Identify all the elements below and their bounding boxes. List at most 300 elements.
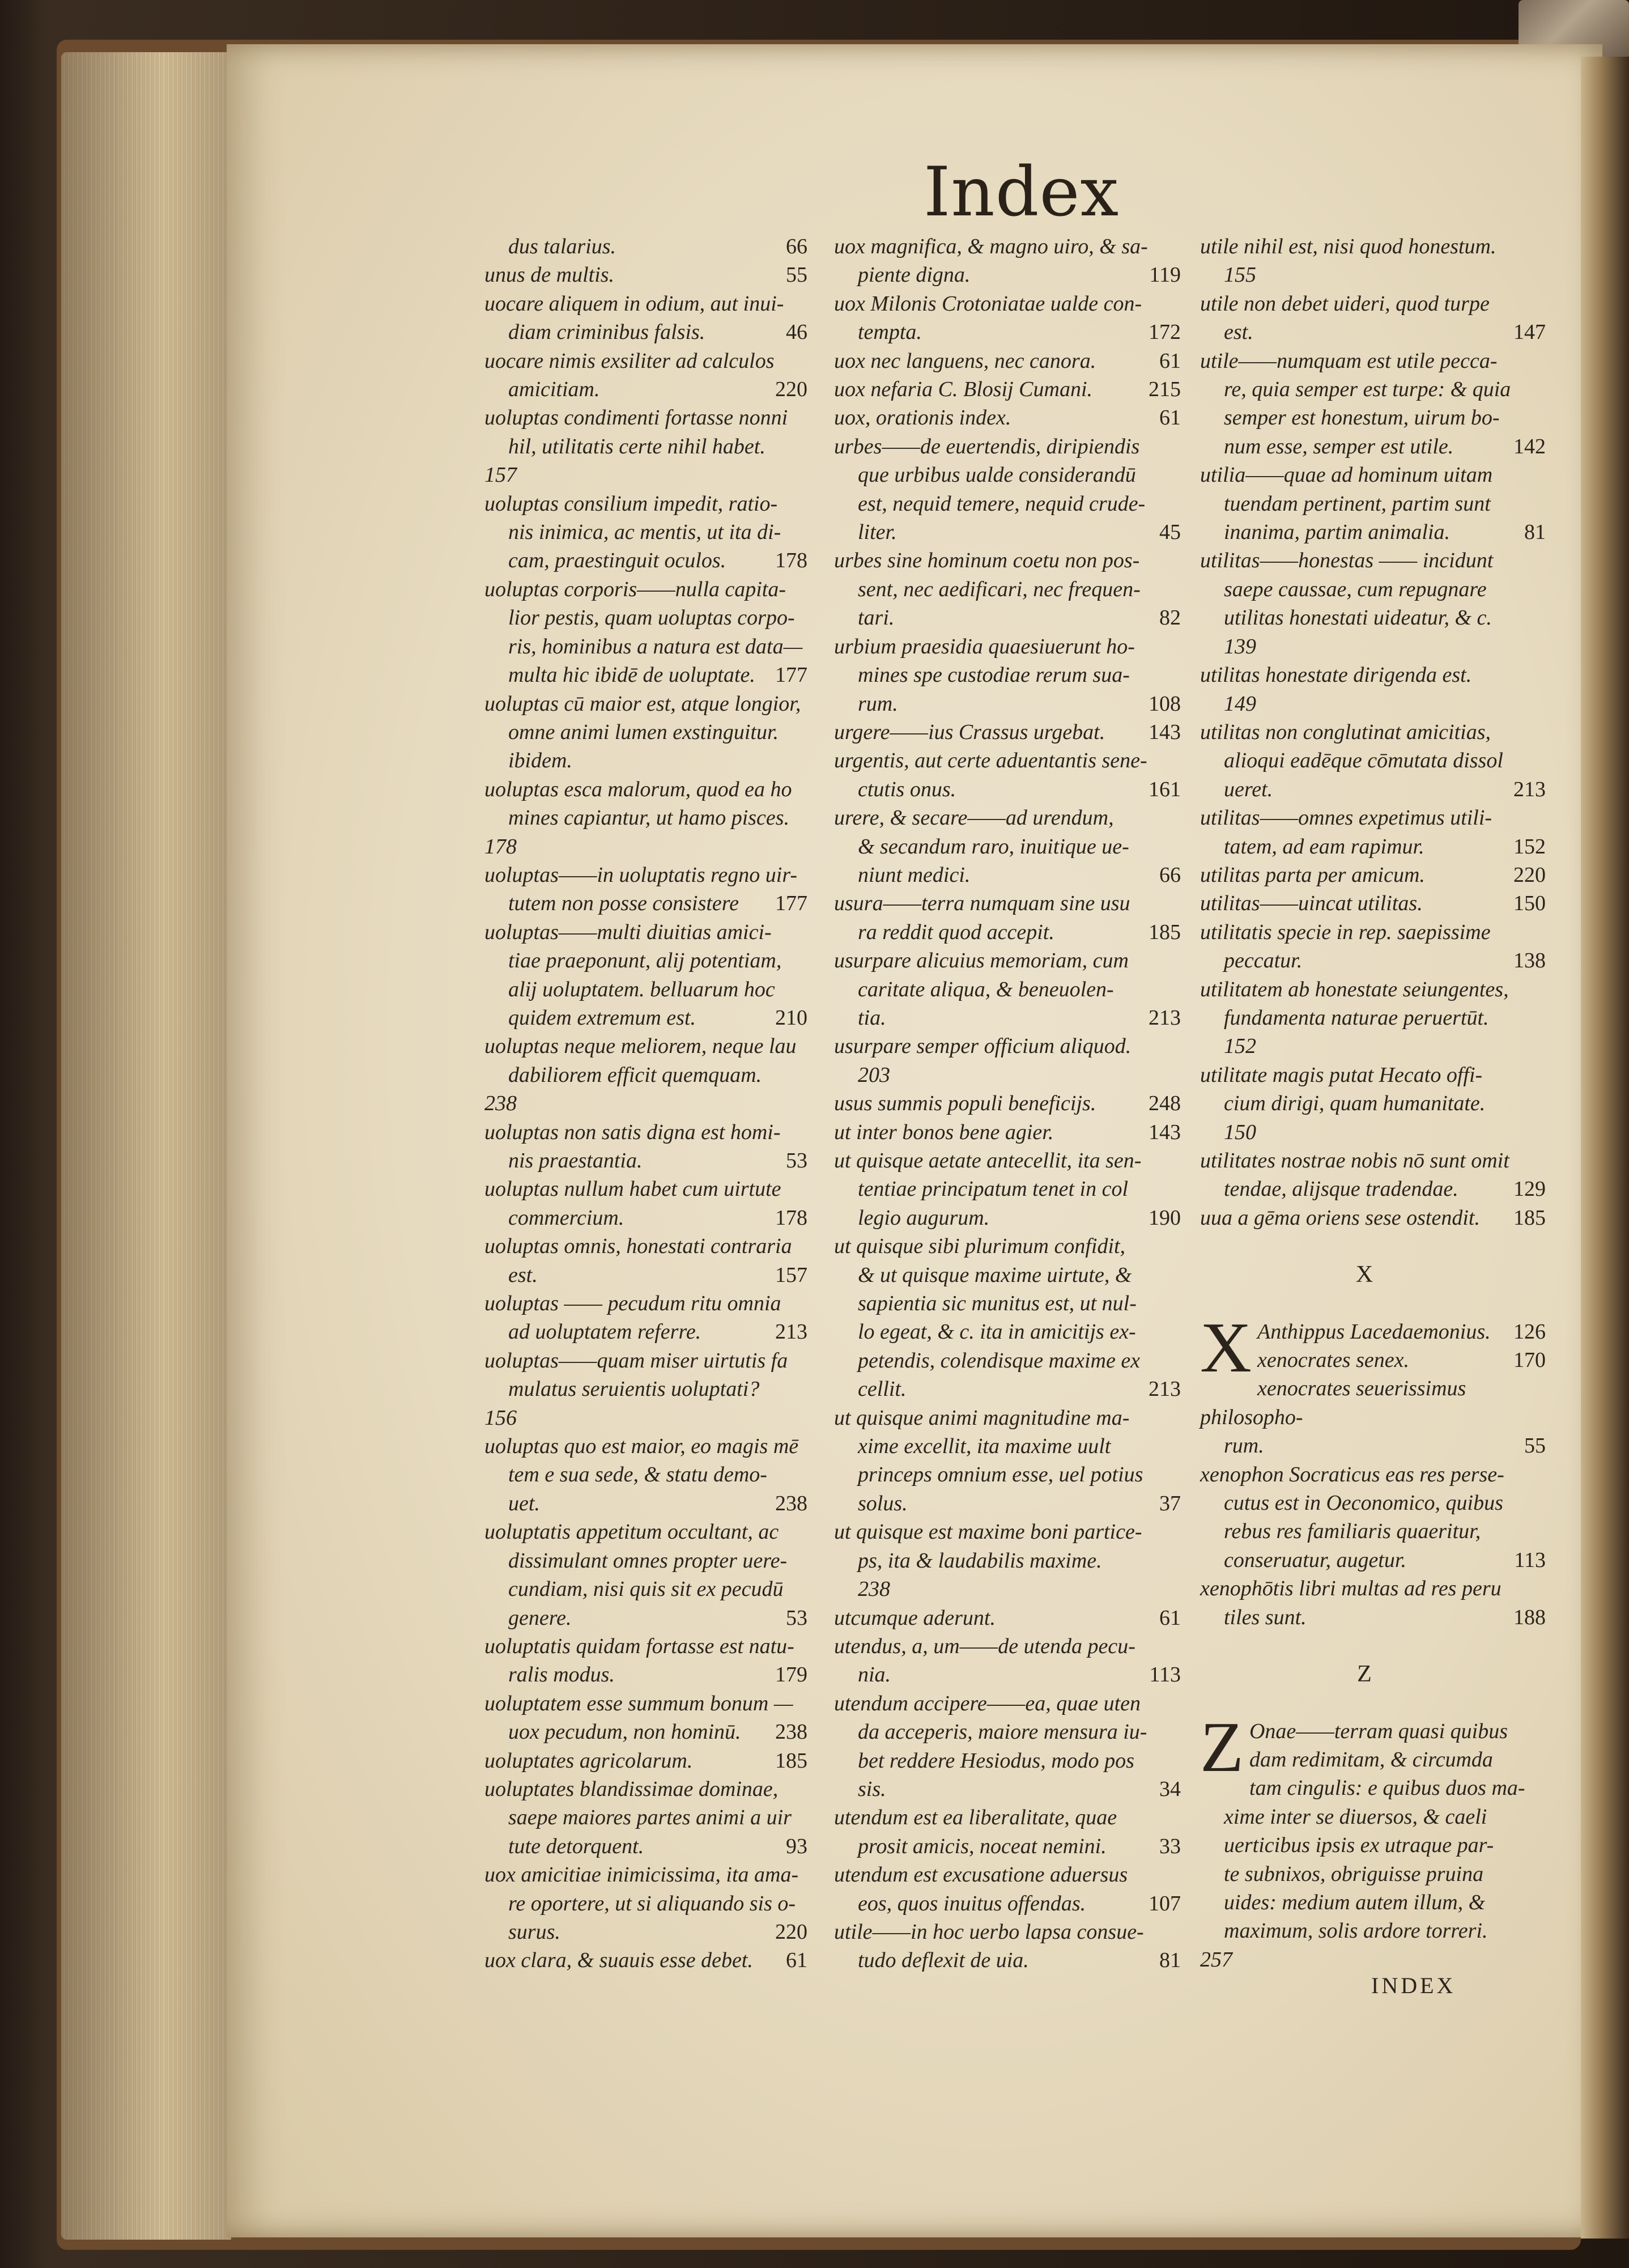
index-entry <box>484 1547 807 1575</box>
page-number: 147 <box>1513 320 1546 345</box>
index-entry <box>834 290 1181 318</box>
entry-text: urbes——de euertendis, diripiendis <box>834 434 1140 458</box>
index-entry <box>484 1689 807 1718</box>
index-entry <box>1200 1574 1546 1603</box>
entry-text: urbium praesidia quaesiuerunt ho- <box>834 634 1135 659</box>
entry-text: cam, praestinguit oculos. <box>508 549 726 573</box>
entry-text: urbes sine hominum coetu non pos- <box>834 549 1140 573</box>
entry-text: uet. <box>508 1491 540 1515</box>
index-entry <box>1200 946 1546 975</box>
entry-text: tutem non posse consistere <box>508 891 739 916</box>
index-entry <box>484 261 807 289</box>
index-entry <box>484 232 807 261</box>
entry-text: uoluptas——in uoluptatis regno uir- <box>484 863 798 887</box>
entry-text: alij uoluptatem. belluarum hoc <box>508 977 775 1001</box>
index-entry <box>1200 1175 1546 1203</box>
entry-text: utilitas——honestas —— incidunt <box>1200 549 1494 573</box>
index-entry <box>1200 1204 1546 1232</box>
index-entry <box>484 1146 807 1175</box>
index-entry <box>484 1232 807 1260</box>
entry-text: uoluptas nullum habet cum uirtute <box>484 1177 781 1201</box>
entry-text: uoluptas——quam miser uirtutis fa <box>484 1348 788 1373</box>
page-number: 37 <box>1159 1491 1181 1515</box>
index-entry <box>484 461 807 489</box>
index-entry <box>484 1575 807 1603</box>
page-number: 119 <box>1149 263 1181 287</box>
page-number: 53 <box>786 1149 807 1173</box>
entry-text: utilitatem ab honestate seiungentes, <box>1200 977 1509 1001</box>
page-number: 45 <box>1159 520 1181 545</box>
entry-text: utendum est excusatione aduersus <box>834 1863 1128 1887</box>
index-entry <box>834 1718 1181 1746</box>
entry-text: mines spe custodiae rerum sua- <box>858 663 1130 687</box>
entry-text: rum. <box>1224 1434 1264 1458</box>
page-number: 188 <box>1513 1605 1546 1629</box>
index-entry <box>484 718 807 746</box>
entry-text: tiles sunt. <box>1224 1605 1307 1629</box>
index-entry <box>834 1204 1181 1232</box>
index-entry <box>834 1146 1181 1175</box>
index-entry <box>834 718 1181 746</box>
entry-text: usurpare semper officium aliquod. <box>834 1034 1132 1059</box>
entry-text: & ut quisque maxime uirtute, & <box>858 1263 1132 1287</box>
page-number: 61 <box>786 1948 807 1973</box>
page-number: 238 <box>775 1491 807 1515</box>
index-entry <box>834 1404 1181 1432</box>
page-number: 129 <box>1513 1177 1546 1201</box>
index-entry <box>484 861 807 889</box>
index-entry <box>1200 1460 1546 1489</box>
entry-text: piente digna. <box>858 263 971 287</box>
entry-text: niunt medici. <box>858 863 971 887</box>
index-entry <box>484 1460 807 1489</box>
index-entry <box>484 1175 807 1203</box>
page-number: 150 <box>1513 891 1546 916</box>
index-entry <box>484 1747 807 1775</box>
page-number: 81 <box>1159 1948 1181 1973</box>
index-entry <box>484 404 807 432</box>
page-number: 55 <box>786 263 807 287</box>
index-entry <box>1200 1917 1546 1945</box>
entry-text: uerticibus ipsis ex utraque par- <box>1224 1833 1494 1858</box>
index-entry <box>1200 1546 1546 1574</box>
index-entry <box>484 690 807 718</box>
index-entry <box>834 632 1181 661</box>
entry-text: tuendam pertinent, partim sunt <box>1224 491 1491 516</box>
entry-text: cundiam, nisi quis sit ex pecudū <box>508 1577 784 1602</box>
index-entry <box>484 1946 807 1974</box>
entry-text: saepe maiores partes animi a uir <box>508 1806 792 1830</box>
entry-text: commercium. <box>508 1205 624 1230</box>
page-number: 178 <box>775 549 807 573</box>
page-number: 61 <box>1159 349 1181 373</box>
letter-heading: Z <box>1357 1661 1372 1688</box>
index-entry <box>834 1004 1181 1032</box>
entry-text: tendae, alijsque tradendae. <box>1224 1177 1458 1201</box>
entry-text: ut inter bonos bene agier. <box>834 1120 1054 1144</box>
entry-text: utile non debet uideri, quod turpe <box>1200 291 1490 316</box>
entry-text: uoluptatem esse summum bonum — <box>484 1691 793 1715</box>
spacer <box>1200 1632 1546 1660</box>
index-entry <box>834 1689 1181 1718</box>
index-entry <box>1200 604 1546 632</box>
page-number: 220 <box>1513 863 1546 887</box>
index-entry <box>1200 318 1546 346</box>
index-entry <box>1200 1004 1546 1032</box>
entry-text: tari. <box>858 606 895 630</box>
entry-text: est. <box>1224 320 1253 345</box>
index-entry <box>834 690 1181 718</box>
index-entry <box>484 347 807 375</box>
entry-text: tem e sua sede, & statu demo- <box>508 1463 767 1487</box>
index-entry <box>1200 290 1546 318</box>
entry-text: uoluptas condimenti fortasse nonni <box>484 406 788 430</box>
page-number: 138 <box>1513 949 1546 973</box>
page-number: 213 <box>1513 777 1546 801</box>
entry-text: ralis modus. <box>508 1663 615 1687</box>
index-entry <box>834 1118 1181 1146</box>
entry-text: utilitates nostrae nobis nō sunt omit <box>1200 1149 1509 1173</box>
page-number: 108 <box>1149 691 1181 716</box>
entry-text: 156 <box>484 1405 517 1430</box>
index-entry <box>1200 1489 1546 1517</box>
index-entry <box>1200 1032 1546 1060</box>
entry-text: mines capiantur, ut hamo pisces. <box>508 806 790 830</box>
entry-text: cutus est in Oeconomico, quibus <box>1224 1491 1503 1515</box>
page-number: 161 <box>1149 777 1181 801</box>
entry-text: ibidem. <box>508 749 572 773</box>
index-entry <box>834 1375 1181 1403</box>
index-entry <box>1200 232 1546 261</box>
entry-text: uox magnifica, & magno uiro, & sa- <box>834 235 1148 258</box>
index-entry <box>484 518 807 546</box>
entry-text: utendus, a, um——de utenda pecu- <box>834 1634 1135 1658</box>
index-entry <box>1200 375 1546 404</box>
entry-text: rum. <box>858 691 898 716</box>
entry-text: re oportere, ut si aliquando sis o- <box>508 1891 796 1916</box>
page-number: 185 <box>1149 920 1181 944</box>
index-entry <box>834 775 1181 804</box>
entry-text: uoluptas esca malorum, quod ea ho <box>484 777 792 801</box>
page-number: 113 <box>1514 1548 1546 1572</box>
entry-text: eos, quos inuitus offendas. <box>858 1891 1086 1916</box>
entry-text: 155 <box>1224 263 1256 287</box>
index-entry <box>484 889 807 918</box>
page-number: 210 <box>775 1005 807 1030</box>
entry-text: uoluptatis appetitum occultant, ac <box>484 1520 779 1544</box>
index-entry <box>834 461 1181 489</box>
spacer <box>1200 1232 1546 1260</box>
entry-text: ut quisque aetate antecellit, ita sen- <box>834 1149 1142 1173</box>
index-entry <box>834 975 1181 1004</box>
entry-text: xime inter se diuersos, & caeli <box>1224 1804 1487 1829</box>
entry-text: caritate aliqua, & beneuolen- <box>858 977 1114 1001</box>
entry-text: ra reddit quod accepit. <box>858 920 1054 944</box>
index-entry <box>484 432 807 461</box>
index-entry <box>1200 261 1546 289</box>
index-column-1 <box>484 232 807 1975</box>
index-entry <box>834 546 1181 575</box>
index-entry <box>1200 889 1546 918</box>
page-number: 66 <box>786 235 807 258</box>
page-number: 107 <box>1149 1891 1181 1916</box>
page-number: 248 <box>1149 1091 1181 1116</box>
page-number: 55 <box>1524 1434 1546 1458</box>
entry-text: peccatur. <box>1224 949 1303 973</box>
index-entry <box>1200 404 1546 432</box>
index-entry <box>484 1632 807 1660</box>
page-number: 185 <box>775 1748 807 1773</box>
index-entry <box>484 1861 807 1889</box>
index-entry <box>1200 1774 1546 1802</box>
index-entry <box>484 1261 807 1289</box>
entry-text: utile nihil est, nisi quod honestum. <box>1200 235 1496 258</box>
page-number: 213 <box>775 1320 807 1344</box>
entry-text: sis. <box>858 1777 886 1801</box>
index-entry <box>834 404 1181 432</box>
page-number: 220 <box>775 1919 807 1944</box>
index-entry <box>484 1489 807 1518</box>
entry-text: tempta. <box>858 320 922 345</box>
page-title: Index <box>924 153 1120 232</box>
entry-text: utilitas parta per amicum. <box>1200 863 1425 887</box>
entry-text: dus talarius. <box>508 235 616 258</box>
index-entry <box>484 946 807 975</box>
entry-text: utcumque aderunt. <box>834 1606 996 1630</box>
entry-text: uoluptas quo est maior, eo magis mē <box>484 1434 799 1459</box>
entry-text: lo egeat, & c. ita in amicitijs ex- <box>858 1320 1136 1344</box>
index-entry <box>834 347 1181 375</box>
entry-text: utilitas——omnes expetimus utili- <box>1200 806 1492 830</box>
entry-text: conseruatur, augetur. <box>1224 1548 1406 1572</box>
index-entry <box>484 1289 807 1318</box>
entry-text: surus. <box>508 1919 560 1944</box>
entry-text: legio augurum. <box>858 1205 990 1230</box>
entry-text: xenophōtis libri multas ad res peru <box>1200 1577 1502 1601</box>
index-entry <box>484 290 807 318</box>
entry-text: que urbibus ualde considerandū <box>858 463 1136 487</box>
entry-text: re, quia semper est turpe: & quia <box>1224 377 1511 402</box>
index-entry <box>834 1432 1181 1460</box>
page-number: 190 <box>1149 1205 1181 1230</box>
index-entry <box>834 946 1181 975</box>
page-number: 113 <box>1149 1663 1181 1687</box>
entry-text: uides: medium autem illum, & <box>1224 1890 1486 1914</box>
entry-text: tiae praeponunt, alij potentiam, <box>508 949 782 973</box>
index-entry <box>834 889 1181 918</box>
entry-text: uox nefaria C. Blosij Cumani. <box>834 377 1092 402</box>
letter-heading: X <box>1355 1262 1373 1288</box>
index-entry <box>484 775 807 804</box>
index-entry <box>1200 632 1546 661</box>
index-entry <box>484 1004 807 1032</box>
entry-text: unus de multis. <box>484 263 615 287</box>
entry-text: tam cingulis: e quibus duos ma- <box>1249 1776 1525 1800</box>
index-entry <box>834 1660 1181 1689</box>
index-entry <box>834 1347 1181 1375</box>
page-number: 34 <box>1159 1777 1181 1801</box>
entry-text: 152 <box>1224 1034 1256 1059</box>
page-number: 152 <box>1513 834 1546 859</box>
index-entry <box>834 1089 1181 1118</box>
index-entry <box>834 1232 1181 1260</box>
page-number: 126 <box>1513 1319 1546 1344</box>
index-entry <box>1200 461 1546 489</box>
entry-text: urgentis, aut certe aduentantis sene- <box>834 749 1147 773</box>
entry-text: multa hic ibidē de uoluptate. <box>508 663 755 687</box>
entry-text: 157 <box>484 463 517 487</box>
index-entry <box>834 804 1181 832</box>
index-entry <box>1200 661 1546 689</box>
index-entry <box>1200 546 1546 575</box>
entry-text: saepe caussae, cum repugnare <box>1224 577 1487 601</box>
entry-text: sent, nec aedificari, nec frequen- <box>858 577 1141 601</box>
entry-text: fundamenta naturae peruertūt. <box>1224 1005 1489 1030</box>
entry-text: amicitiam. <box>508 377 600 402</box>
page-edges-shade <box>61 52 231 2240</box>
entry-text: uox nec languens, nec canora. <box>834 349 1096 373</box>
entry-text: nis inimica, ac mentis, ut ita di- <box>508 520 781 545</box>
index-entry <box>484 1832 807 1861</box>
index-entry <box>1200 1118 1546 1146</box>
index-entry <box>484 1118 807 1146</box>
index-entry <box>834 1061 1181 1089</box>
entry-text: 139 <box>1224 634 1256 659</box>
page-number: 81 <box>1524 520 1546 545</box>
page-number: 213 <box>1149 1005 1181 1030</box>
entry-text: uox pecudum, non hominū. <box>508 1720 741 1744</box>
index-entry <box>834 575 1181 604</box>
index-entry <box>484 1518 807 1546</box>
entry-text: xenophon Socraticus eas res perse- <box>1200 1462 1504 1486</box>
page-number: 66 <box>1159 863 1181 887</box>
entry-text: usura——terra numquam sine usu <box>834 891 1130 916</box>
index-entry <box>834 1547 1181 1575</box>
entry-text: ctutis onus. <box>858 777 956 801</box>
index-entry <box>484 1204 807 1232</box>
index-entry <box>484 1032 807 1060</box>
entry-text: Anthippus Lacedaemonius. <box>1257 1319 1491 1344</box>
entry-text: 238 <box>484 1091 517 1116</box>
spacer <box>1200 1289 1546 1318</box>
index-entry <box>484 1318 807 1346</box>
entry-text: 238 <box>858 1577 890 1602</box>
entry-text: ad uoluptatem referre. <box>508 1320 701 1344</box>
index-entry <box>834 1747 1181 1775</box>
index-entry <box>834 232 1181 261</box>
entry-text: uoluptas——multi diuitias amici- <box>484 920 772 944</box>
index-entry <box>834 1489 1181 1518</box>
entry-text: 149 <box>1224 691 1256 716</box>
entry-text: 178 <box>484 834 517 859</box>
index-entry <box>834 1775 1181 1803</box>
index-entry <box>1200 432 1546 461</box>
entry-text: maximum, solis ardore torreri. <box>1224 1919 1488 1943</box>
index-entry <box>1200 1146 1546 1175</box>
entry-text: sapientia sic munitus est, ut nul- <box>858 1292 1137 1316</box>
index-entry <box>1200 347 1546 375</box>
entry-text: te subnixos, obriguisse pruina <box>1224 1862 1484 1886</box>
index-entry <box>834 1803 1181 1832</box>
entry-text: tute detorquent. <box>508 1834 644 1858</box>
index-entry <box>1200 1432 1546 1460</box>
index-entry <box>834 604 1181 632</box>
index-entry <box>834 1575 1181 1603</box>
entry-text: est. <box>508 1263 538 1287</box>
index-entry <box>484 1660 807 1689</box>
index-entry <box>1200 518 1546 546</box>
index-entry <box>1200 1831 1546 1859</box>
entry-text: diam criminibus falsis. <box>508 320 705 345</box>
entry-text: semper est honestum, uirum bo- <box>1224 406 1500 430</box>
index-entry <box>834 261 1181 289</box>
page-right-edge <box>1581 57 1629 2239</box>
index-entry <box>484 1061 807 1089</box>
entry-text: uoluptas non satis digna est homi- <box>484 1120 781 1144</box>
drop-cap: Z <box>1200 1708 1244 1787</box>
index-entry <box>484 1918 807 1946</box>
entry-text: 203 <box>858 1063 890 1087</box>
index-entry <box>484 1889 807 1918</box>
index-entry <box>834 1861 1181 1889</box>
entry-text: utilitas honestati uideatur, & c. <box>1224 606 1492 630</box>
index-entry <box>834 1032 1181 1060</box>
entry-text: est, nequid temere, nequid crude- <box>858 491 1146 516</box>
page-number: 179 <box>775 1663 807 1687</box>
index-entry <box>484 1432 807 1460</box>
index-entry <box>1200 1089 1546 1118</box>
index-entry <box>834 1946 1181 1974</box>
entry-text: uoluptas consilium impedit, ratio- <box>484 491 778 516</box>
index-entry <box>484 1089 807 1118</box>
index-entry <box>484 804 807 832</box>
entry-text: uoluptas omnis, honestati contraria <box>484 1234 792 1259</box>
entry-text: inanima, partim animalia. <box>1224 520 1451 545</box>
index-entry <box>484 1803 807 1832</box>
index-entry <box>834 918 1181 946</box>
page-number: 142 <box>1513 434 1546 458</box>
page-number: 33 <box>1159 1834 1181 1858</box>
page-number: 177 <box>775 891 807 916</box>
entry-text: uoluptas —— pecudum ritu omnia <box>484 1292 781 1316</box>
index-entry <box>834 518 1181 546</box>
entry-text: uoluptatis quidam fortasse est natu- <box>484 1634 794 1658</box>
entry-text: uox, orationis index. <box>834 406 1011 430</box>
index-entry <box>1200 833 1546 861</box>
entry-text: petendis, colendisque maxime ex <box>858 1348 1141 1373</box>
entry-text: utilitas non conglutinat amicitias, <box>1200 720 1491 744</box>
index-entry <box>834 375 1181 404</box>
entry-text: tentiae principatum tenet in col <box>858 1177 1129 1201</box>
index-entry <box>834 1632 1181 1660</box>
index-entry <box>484 490 807 518</box>
entry-text: usus summis populi beneficijs. <box>834 1091 1096 1116</box>
entry-text: liter. <box>858 520 897 545</box>
entry-text: ut quisque sibi plurimum confidit, <box>834 1234 1126 1259</box>
index-entry <box>834 1918 1181 1946</box>
index-entry <box>834 1832 1181 1861</box>
entry-text: utile——in hoc uerbo lapsa consue- <box>834 1919 1144 1944</box>
index-column-3 <box>1200 232 1546 1974</box>
entry-text: ris, hominibus a natura est data— <box>508 634 803 659</box>
entry-text: xenocrates senex. <box>1257 1348 1409 1373</box>
index-entry <box>484 375 807 404</box>
index-entry <box>834 746 1181 775</box>
index-entry <box>834 1460 1181 1489</box>
entry-text: princeps omnium esse, uel potius <box>858 1463 1143 1487</box>
entry-text: genere. <box>508 1606 572 1630</box>
entry-text: ut quisque animi magnitudine ma- <box>834 1405 1130 1430</box>
